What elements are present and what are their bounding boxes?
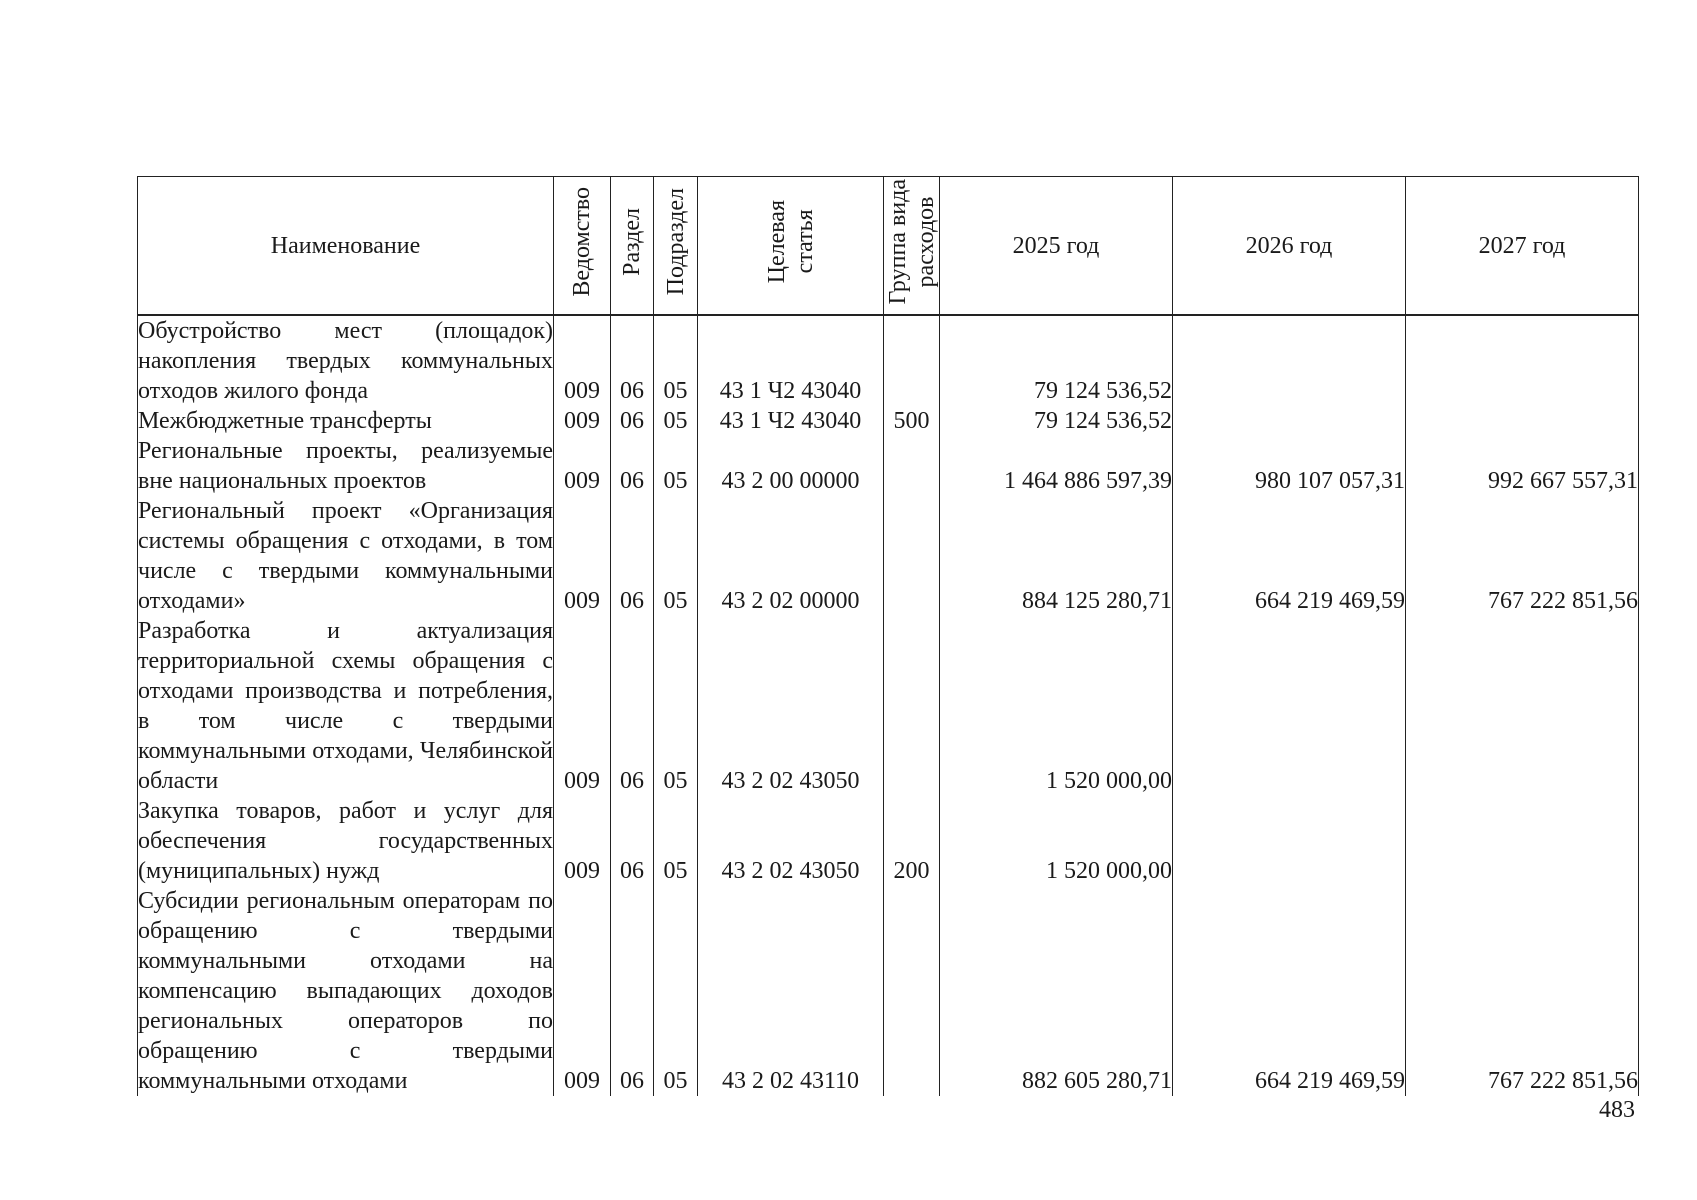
row-department: 009 bbox=[554, 796, 611, 886]
row-name: Региональные проекты, реализуемые вне национальных проектов bbox=[138, 438, 553, 494]
row-expense-group: 500 bbox=[884, 406, 940, 436]
row-target-article: 43 2 00 00000 bbox=[698, 436, 884, 496]
table-row bbox=[138, 436, 1639, 496]
row-name: Разработка и актуализация территориальной схемы обращения с отходами производства и потребления, в том числе с твердыми коммунальными отходами, Челябинской области bbox=[138, 618, 553, 794]
row-amount-2026 bbox=[1173, 796, 1406, 886]
row-name: Закупка товаров, работ и услуг для обеспечения государственных (муниципальных) нужд bbox=[138, 798, 553, 884]
row-amount-2027: 767 222 851,56 bbox=[1406, 886, 1639, 1096]
row-amount-2025: 1 464 886 597,39 bbox=[940, 436, 1173, 496]
header-department: Ведомство bbox=[554, 177, 611, 316]
row-amount-2027: 992 667 557,31 bbox=[1406, 436, 1639, 496]
row-expense-group bbox=[884, 496, 940, 616]
row-amount-2026: 980 107 057,31 bbox=[1173, 436, 1406, 496]
header-subsection: Подраздел bbox=[654, 177, 698, 316]
row-department: 009 bbox=[554, 616, 611, 796]
row-amount-2025: 882 605 280,71 bbox=[940, 886, 1173, 1096]
row-section: 06 bbox=[611, 796, 654, 886]
row-target-article: 43 1 Ч2 43040 bbox=[698, 406, 884, 436]
row-expense-group bbox=[884, 436, 940, 496]
row-target-article: 43 1 Ч2 43040 bbox=[698, 315, 884, 406]
page-number: 483 bbox=[1599, 1097, 1635, 1123]
row-subsection: 05 bbox=[654, 616, 698, 796]
row-expense-group: 200 bbox=[884, 796, 940, 886]
row-amount-2026: 664 219 469,59 bbox=[1173, 886, 1406, 1096]
row-section: 06 bbox=[611, 406, 654, 436]
row-department: 009 bbox=[554, 496, 611, 616]
row-expense-group bbox=[884, 886, 940, 1096]
row-target-article: 43 2 02 43110 bbox=[698, 886, 884, 1096]
header-expense-group: Группа вида расходов bbox=[884, 177, 940, 316]
row-section: 06 bbox=[611, 886, 654, 1096]
row-department: 009 bbox=[554, 315, 611, 406]
budget-table-page bbox=[137, 176, 1638, 1096]
row-amount-2026: 664 219 469,59 bbox=[1173, 496, 1406, 616]
row-amount-2025: 1 520 000,00 bbox=[940, 796, 1173, 886]
row-department: 009 bbox=[554, 436, 611, 496]
row-amount-2027 bbox=[1406, 796, 1639, 886]
row-target-article: 43 2 02 43050 bbox=[698, 796, 884, 886]
row-amount-2027 bbox=[1406, 406, 1639, 436]
header-year-2025: 2025 год bbox=[940, 177, 1173, 316]
row-amount-2025: 884 125 280,71 bbox=[940, 496, 1173, 616]
row-section: 06 bbox=[611, 436, 654, 496]
table-row bbox=[138, 315, 1639, 406]
table-row bbox=[138, 796, 1639, 886]
row-expense-group bbox=[884, 315, 940, 406]
row-section: 06 bbox=[611, 616, 654, 796]
row-expense-group bbox=[884, 616, 940, 796]
row-subsection: 05 bbox=[654, 496, 698, 616]
row-department: 009 bbox=[554, 886, 611, 1096]
row-name: Обустройство мест (площадок) накопления твердых коммунальных отходов жилого фонда bbox=[138, 315, 554, 406]
row-name: Субсидии региональным операторам по обращению с твердыми коммунальными отходами на компенсацию выпадающих доходов региональных операторов по обращению с твердыми коммунальными отходами bbox=[138, 888, 553, 1094]
row-subsection: 05 bbox=[654, 886, 698, 1096]
row-subsection: 05 bbox=[654, 315, 698, 406]
row-amount-2026 bbox=[1173, 315, 1406, 406]
row-subsection: 05 bbox=[654, 436, 698, 496]
header-year-2027: 2027 год bbox=[1406, 177, 1639, 316]
header-section: Раздел bbox=[611, 177, 654, 316]
table-row bbox=[138, 616, 1639, 796]
row-name: Межбюджетные трансферты bbox=[138, 406, 554, 436]
row-amount-2025: 79 124 536,52 bbox=[940, 406, 1173, 436]
row-amount-2025: 1 520 000,00 bbox=[940, 616, 1173, 796]
row-section: 06 bbox=[611, 315, 654, 406]
row-subsection: 05 bbox=[654, 406, 698, 436]
header-year-2026: 2026 год bbox=[1173, 177, 1406, 316]
row-amount-2027 bbox=[1406, 616, 1639, 796]
row-target-article: 43 2 02 43050 bbox=[698, 616, 884, 796]
row-name: Региональный проект «Организация системы обращения с отходами, в том числе с твердыми коммунальными отходами» bbox=[138, 498, 553, 614]
table-row bbox=[138, 406, 1639, 436]
row-amount-2027: 767 222 851,56 bbox=[1406, 496, 1639, 616]
row-amount-2025: 79 124 536,52 bbox=[940, 315, 1173, 406]
row-amount-2027 bbox=[1406, 315, 1639, 406]
row-subsection: 05 bbox=[654, 796, 698, 886]
row-amount-2026 bbox=[1173, 406, 1406, 436]
header-name: Наименование bbox=[138, 177, 554, 316]
row-section: 06 bbox=[611, 496, 654, 616]
budget-table bbox=[137, 176, 1639, 1096]
table-row bbox=[138, 496, 1639, 616]
header-target-article: Целевая статья bbox=[698, 177, 884, 316]
row-amount-2026 bbox=[1173, 616, 1406, 796]
table-header-row bbox=[138, 177, 1639, 316]
row-department: 009 bbox=[554, 406, 611, 436]
table-row bbox=[138, 886, 1639, 1096]
row-target-article: 43 2 02 00000 bbox=[698, 496, 884, 616]
